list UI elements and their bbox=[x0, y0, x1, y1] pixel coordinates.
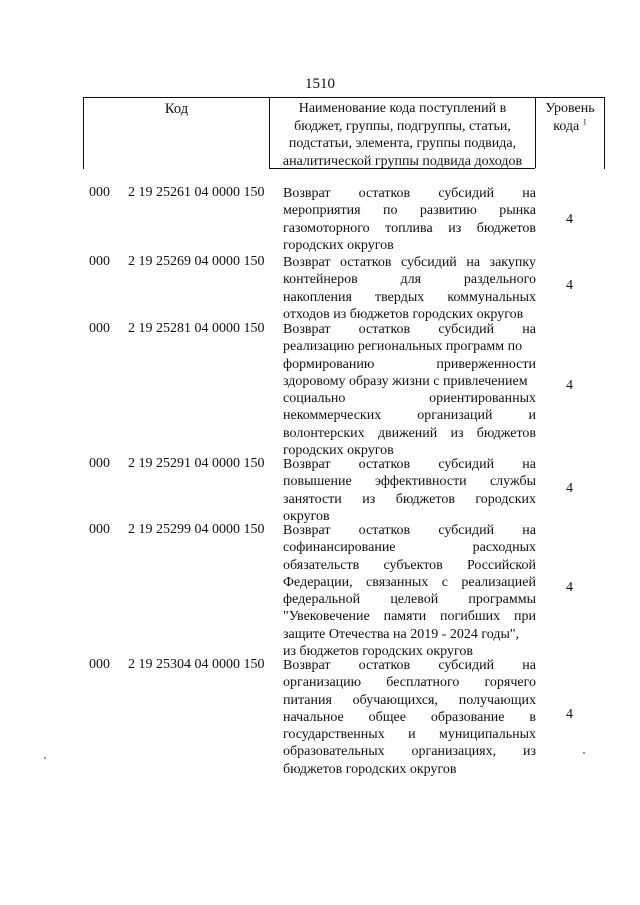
row-description-line: Возврат остатков субсидий на bbox=[283, 186, 536, 201]
row-description-line: начальное общее образование в bbox=[283, 709, 536, 725]
row-description-line: защите Отечества на 2019 - 2024 годы", bbox=[283, 626, 520, 642]
row-description-line: волонтерских движений из бюджетов bbox=[283, 425, 536, 441]
row-code: 2 19 25304 04 0000 150 bbox=[128, 657, 265, 672]
row-code: 2 19 25261 04 0000 150 bbox=[128, 185, 265, 200]
header-level-footnote: 1 bbox=[582, 116, 587, 126]
row-prefix: 000 bbox=[89, 522, 110, 537]
row-description-line: Возврат остатков субсидий на bbox=[283, 322, 536, 337]
row-description-line: из бюджетов городских округов bbox=[283, 644, 474, 660]
scan-speck bbox=[583, 752, 585, 754]
row-description-line: организацию бесплатного горячего bbox=[283, 675, 536, 691]
row-prefix: 000 bbox=[89, 321, 110, 336]
row-description bbox=[283, 185, 536, 254]
row-description-line: социально ориентированных bbox=[283, 391, 536, 407]
row-description-line: формированию приверженности bbox=[283, 356, 536, 372]
row-description-line: городских округов bbox=[283, 443, 394, 459]
row-level: 4 bbox=[566, 580, 573, 595]
row-description-line: бюджетов городских округов bbox=[283, 761, 457, 777]
row-description-line: повышение эффективности службы bbox=[283, 474, 536, 490]
header-level-column bbox=[536, 98, 604, 170]
header-name-column: Наименование кода поступлений в бюджет, группы, подгруппы, статьи, подстатьи, элемента, группы подвида, аналитической группы подвида доходов bbox=[270, 98, 536, 168]
row-description-line: отходов из бюджетов городских округов bbox=[283, 306, 524, 322]
row-prefix: 000 bbox=[89, 185, 110, 200]
row-description bbox=[283, 254, 536, 323]
row-description-line: Возврат остатков субсидий на bbox=[283, 523, 536, 538]
row-description-line: Возврат остатков субсидий на bbox=[283, 658, 536, 673]
row-description-line: федеральной целевой программы bbox=[283, 592, 536, 608]
row-description-line: реализацию региональных программ по bbox=[283, 339, 523, 355]
row-description-line: образовательных организациях, из bbox=[283, 744, 536, 760]
row-description-line: "Увековечение памяти погибших при bbox=[283, 609, 536, 625]
table-header bbox=[83, 97, 605, 169]
row-code: 2 19 25299 04 0000 150 bbox=[128, 522, 265, 537]
row-description-line: накопления твердых коммунальных bbox=[283, 289, 536, 305]
row-description-line: Возврат остатков субсидий на bbox=[283, 457, 536, 472]
row-description-line: софинансирование расходных bbox=[283, 540, 536, 556]
header-code-column: Код bbox=[84, 98, 270, 168]
row-prefix: 000 bbox=[89, 456, 110, 471]
row-prefix: 000 bbox=[89, 254, 110, 269]
row-description-line: Возврат остатков субсидий на закупку bbox=[283, 255, 536, 270]
row-description-line: округов bbox=[283, 508, 330, 524]
row-code: 2 19 25269 04 0000 150 bbox=[128, 254, 265, 269]
row-level: 4 bbox=[566, 481, 573, 496]
row-description-line: газомоторного топлива из бюджетов bbox=[283, 220, 536, 236]
row-description-line: занятости из бюджетов городских bbox=[283, 491, 536, 507]
row-level: 4 bbox=[566, 378, 573, 393]
row-description-line: питания обучающихся, получающих bbox=[283, 692, 536, 708]
page-number: 1510 bbox=[305, 76, 335, 92]
row-prefix: 000 bbox=[89, 657, 110, 672]
row-code: 2 19 25281 04 0000 150 bbox=[128, 321, 265, 336]
row-code: 2 19 25291 04 0000 150 bbox=[128, 456, 265, 471]
row-description bbox=[283, 321, 536, 459]
row-description-line: обязательств субъектов Российской bbox=[283, 557, 536, 573]
row-description-line: государственных и муниципальных bbox=[283, 727, 536, 743]
row-description bbox=[283, 657, 536, 778]
row-level: 4 bbox=[566, 212, 573, 227]
scan-speck bbox=[44, 757, 46, 759]
row-description bbox=[283, 456, 536, 525]
row-level: 4 bbox=[566, 278, 573, 293]
header-divider bbox=[269, 168, 535, 169]
row-description-line: здоровому образу жизни с привлечением bbox=[283, 373, 528, 389]
row-description-line: некоммерческих организаций и bbox=[283, 408, 536, 424]
row-description bbox=[283, 522, 536, 660]
row-description-line: мероприятия по развитию рынка bbox=[283, 203, 536, 219]
header-level-label: Уровень bbox=[545, 101, 595, 116]
row-description-line: Федерации, связанных с реализацией bbox=[283, 574, 536, 590]
row-description-line: городских округов bbox=[283, 237, 394, 253]
header-level-label-2: кода bbox=[553, 118, 580, 134]
row-description-line: контейнеров для раздельного bbox=[283, 272, 536, 288]
row-level: 4 bbox=[566, 707, 573, 722]
